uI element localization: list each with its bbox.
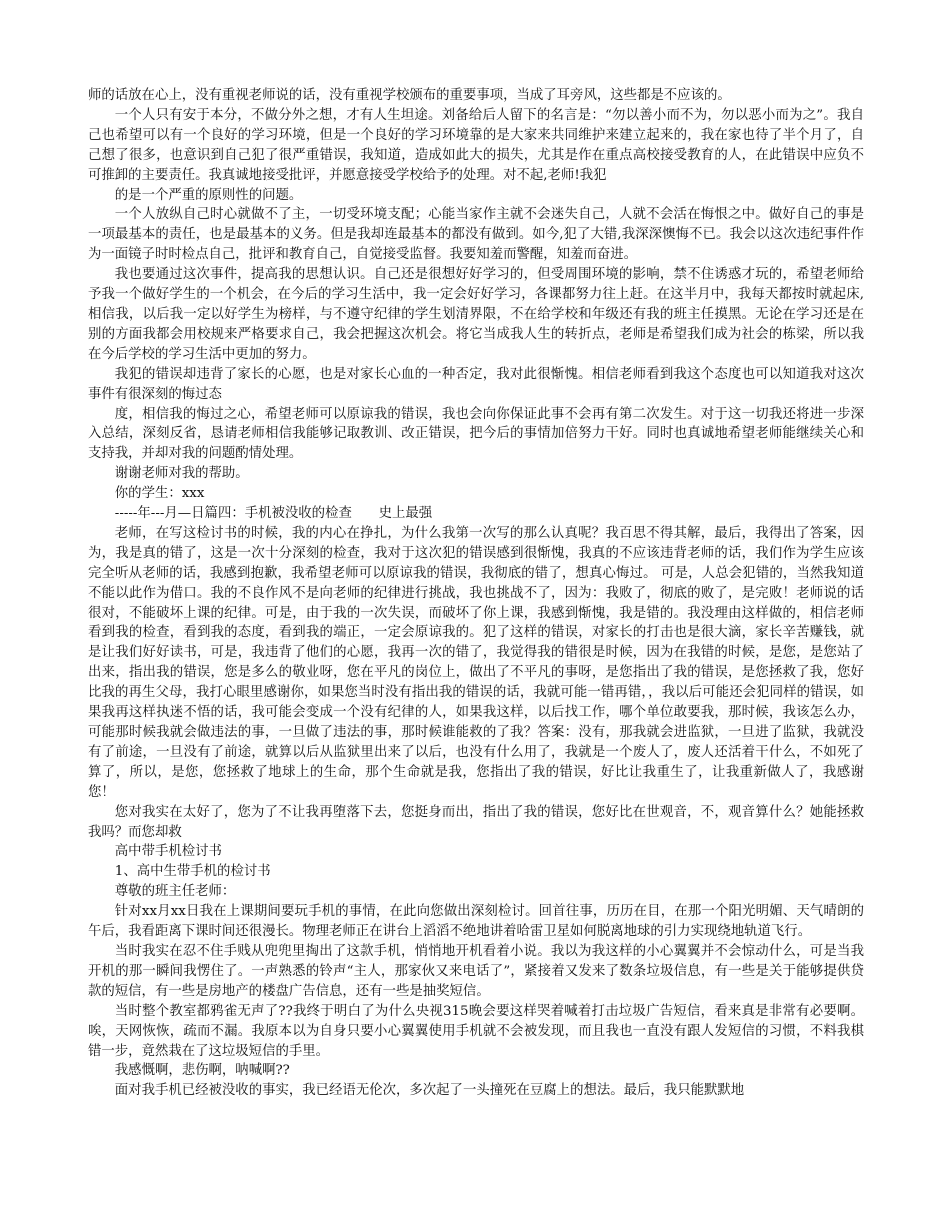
paragraph: 老师，在写这检讨书的时候，我的内心在挣扎，为什么我第一次写的那么认真呢？我百思不得其解，最后，我得出了答案，因为，我是真的错了，这是一次十分深刻的检查，我对于这次犯的错误感到很惭愧，我真的不应该违背老师的话，我们作为学生应该完全听从老师的话，我感到抱歉，我希望老师可以原谅我的错误，我彻底的错了，想真心悔过。 可是，人总会犯错的，当然我知道不能以此作为借口。我的不良作风不是向老师的纪律进行挑战，我也挑战不了，因为：我败了，彻底的败了，是完败！老师说的话很对，不能破坏上课的纪律。可是，由于我的一次失误，而破坏了你上课，我感到惭愧，我是错的。我没理由这样做的，相信老师看到我的检查，看到我的态度，看到我的端正，一定会原谅我的。犯了这样的错误，对家长的打击也是很大滴，家长辛苦赚钱，就是让我们好好读书，可是，我违背了他们的心愿，我再一次的错了，我觉得我的错很是时候，因为在我错的时候，是您，是您站了出来，指出我的错误，您是多么的敬业呀，您在平凡的岗位上，做出了不平凡的事呀，是您指出了我的错误，是您拯救了我，您好比我的再生父母，我打心眼里感谢你，如果您当时没有指出我的错误的话，我就可能一错再错，，我以后可能还会犯同样的错误，如果我再这样执迷不悟的话，我可能会变成一个没有纪律的人，如果我这样，以后找工作，哪个单位敢要我，那时候，我该怎么办，可能那时候我就会做违法的事，一旦做了违法的事，那时候谁能救的了我？答案：没有，那我就会进监狱，一旦进了监狱，我就没有了前途，一旦没有了前途，就算以后从监狱里出来了以后，也没有什么用了，我就是一个废人了，废人还活着干什么，不如死了算了，所以，是您，您拯救了地球上的生命，那个生命就是我，您指出了我的错误，好比让我重生了，让我重新做人了，我感谢您！ — [88, 525, 864, 800]
section-subtitle: 1、高中生带手机的检讨书 — [114, 864, 271, 880]
paragraph: 我也要通过这次事件，提高我的思想认识。自己还是很想好好学习的，但受周围环境的影响，禁不住诱惑才玩的，希望老师给予我一个做好学生的一个机会，在今后的学习生活中，我一定会好好学习，各课都努力往上赶。在这半月中，我每天都按时就起床,相信我，以后我一定以好学生为榜样，与不遵守纪律的学生划清界限，不在给学校和年级还有我的班主任摸黑。无论在学习还是在别的方面我都会用校规来严格要求自己，我会把握这次机会。将它当成我人生的转折点，老师是希望我们成为社会的栋梁，所以我在今后学校的学习生活中更加的努力。 — [88, 267, 864, 362]
paragraph: 您对我实在太好了，您为了不让我再堕落下去，您挺身而出，指出了我的错误，您好比在世观音，不，观音算什么？她能拯救我吗？而您却救 — [88, 804, 864, 840]
paragraph: 我感慨啊，悲伤啊，呐喊啊?? — [114, 1063, 290, 1079]
paragraph: 师的话放在心上，没有重视老师说的话，没有重视学校颁布的重要事项，当成了耳旁风，这些都是不应该的。 — [88, 88, 731, 103]
paragraph: 一个人只有安于本分，不做分外之想，才有人生坦途。刘备给后人留下的名言是：“勿以善小而不为，勿以恶小而为之”。我自己也希望可以有一个良好的学习环境，但是一个良好的学习环境靠的是大家来共同维护来建立起来的，我在家也待了半个月了，自己想了很多，也意识到自己犯了很严重错误，我知道，造成如此大的损失，尤其是作在重点高校接受教育的人，在此错误中应负不可推卸的主要责任。我真诚地接受批评，并愿意接受学校给予的处理。对不起,老师!我犯 — [88, 107, 864, 183]
document-page — [88, 86, 864, 1101]
paragraph: 的是一个严重的原则性的问题。 — [114, 187, 303, 203]
paragraph: 面对我手机已经被没收的事实，我已经语无伦次，多次起了一头撞死在豆腐上的想法。最后，我只能默默地 — [114, 1083, 745, 1099]
signature-line: 你的学生：xxx — [114, 486, 205, 502]
paragraph: 当时整个教室都鸦雀无声了??我终于明白了为什么央视315晚会要这样哭着喊着打击垃圾广告短信，看来真是非常有必要啊。唉，天网恢恢，疏而不漏。我原本以为自身只要小心翼翼使用手机就不会被发现，而且我也一直没有跟人发短信的习惯，不料我棋错一步，竟然栽在了这垃圾短信的手里。 — [88, 1003, 864, 1059]
paragraph: 一个人放纵自己时心就做不了主，一切受环境支配；心能当家作主就不会迷失自己，人就不会活在悔恨之中。做好自己的事是一项最基本的责任，也是最基本的义务。但是我却连最基本的都没有做到。如今,犯了大错,我深深懊悔不已。我会以这次违纪事件作为一面镜子时时检点自己，批评和教育自己，自觉接受监督。我要知羞而警醒，知羞而奋进。 — [88, 207, 864, 263]
paragraph: 我犯的错误却违背了家长的心愿，也是对家长心血的一种否定，我对此很惭愧。相信老师看到我这个态度也可以知道我对这次事件有很深刻的悔过态 — [88, 366, 864, 402]
paragraph: 当时我实在忍不住手贱从兜兜里掏出了这款手机，悄悄地开机看着小说。我以为我这样的小心翼翼并不会惊动什么，可是当我开机的那一瞬间我愣住了。一声熟悉的铃声“主人，那家伙又来电话了”，紧接着又发来了数条垃圾信息，有一些是关于能够提供贷款的短信，有一些是房地产的楼盘广告信息，还有一些是抽奖短信。 — [88, 943, 864, 999]
paragraph: 度，相信我的悔过之心，希望老师可以原谅我的错误，我也会向你保证此事不会再有第二次发生。对于这一切我还将进一步深入总结，深刻反省，恳请老师相信我能够记取教训、改正错误，把今后的事情加倍努力干好。同时也真诚地希望老师能继续关心和支持我，并却对我的问题酌情处理。 — [88, 406, 864, 462]
section-title: 高中带手机检讨书 — [114, 844, 222, 860]
salutation: 尊敬的班主任老师： — [114, 884, 236, 900]
paragraph: 谢谢老师对我的帮助。 — [114, 466, 249, 482]
section-heading: -----年---月—日篇四：手机被没收的检查 史上最强 — [114, 506, 433, 522]
paragraph: 针对xx月xx日我在上课期间要玩手机的事情，在此向您做出深刻检讨。回首往事，历历在目，在那一个阳光明媚、天气晴朗的午后，我看距离下课时间还很漫长。物理老师正在讲台上滔滔不绝地讲着哈雷卫星如何脱离地球的引力实现绕地轨道飞行。 — [88, 904, 864, 940]
